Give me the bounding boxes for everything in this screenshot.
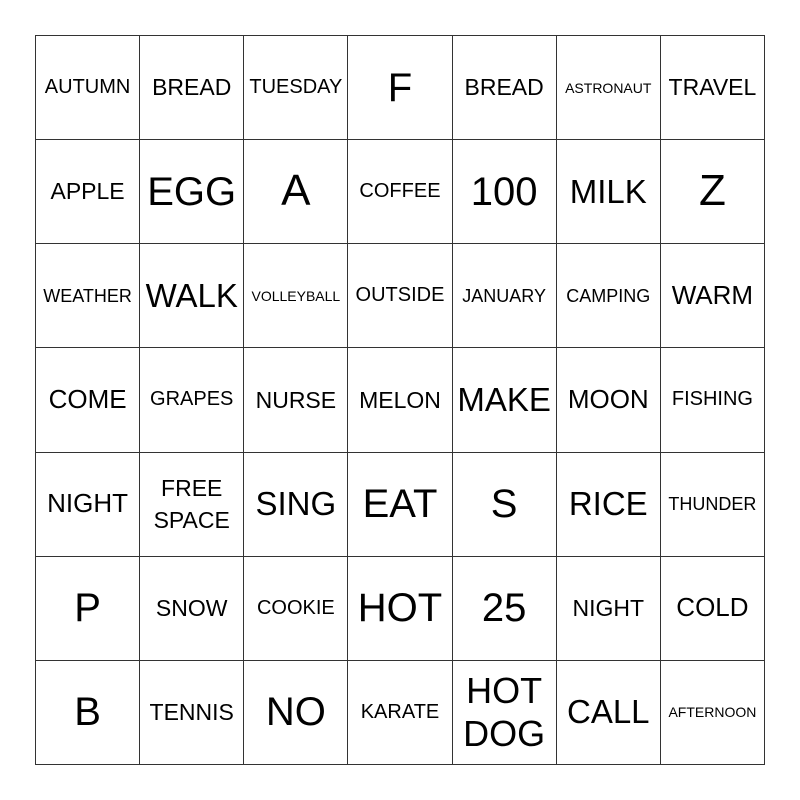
bingo-cell[interactable]: B [36,661,140,765]
bingo-cell[interactable]: HOT [348,557,452,661]
bingo-cell[interactable]: COFFEE [348,140,452,244]
bingo-cell[interactable]: BREAD [140,36,244,140]
bingo-cell[interactable]: APPLE [36,140,140,244]
bingo-cell[interactable]: F [348,36,452,140]
bingo-cell[interactable]: GRAPES [140,348,244,452]
bingo-cell[interactable]: EAT [348,453,452,557]
bingo-cell[interactable]: RICE [557,453,661,557]
bingo-cell[interactable]: OUTSIDE [348,244,452,348]
bingo-cell[interactable]: VOLLEYBALL [244,244,348,348]
bingo-cell[interactable]: MOON [557,348,661,452]
bingo-cell[interactable]: JANUARY [453,244,557,348]
bingo-cell[interactable]: THUNDER [661,453,765,557]
bingo-cell[interactable]: HOT DOG [453,661,557,765]
bingo-cell[interactable]: MILK [557,140,661,244]
bingo-cell[interactable]: NIGHT [36,453,140,557]
bingo-cell[interactable]: COME [36,348,140,452]
bingo-cell[interactable]: A [244,140,348,244]
bingo-cell[interactable]: WEATHER [36,244,140,348]
bingo-cell[interactable]: 100 [453,140,557,244]
bingo-cell[interactable]: NURSE [244,348,348,452]
bingo-cell[interactable]: FISHING [661,348,765,452]
bingo-cell[interactable]: BREAD [453,36,557,140]
bingo-cell[interactable]: S [453,453,557,557]
free-space-cell[interactable]: FREE SPACE [140,453,244,557]
bingo-cell[interactable]: AFTERNOON [661,661,765,765]
bingo-cell[interactable]: TENNIS [140,661,244,765]
bingo-cell[interactable]: TUESDAY [244,36,348,140]
bingo-cell[interactable]: P [36,557,140,661]
bingo-cell[interactable]: ASTRONAUT [557,36,661,140]
bingo-cell[interactable]: CALL [557,661,661,765]
bingo-cell[interactable]: NO [244,661,348,765]
bingo-cell[interactable]: Z [661,140,765,244]
bingo-cell[interactable]: AUTUMN [36,36,140,140]
bingo-cell[interactable]: NIGHT [557,557,661,661]
bingo-cell[interactable]: KARATE [348,661,452,765]
bingo-cell[interactable]: 25 [453,557,557,661]
bingo-cell[interactable]: MAKE [453,348,557,452]
bingo-cell[interactable]: WARM [661,244,765,348]
bingo-cell[interactable]: SNOW [140,557,244,661]
bingo-cell[interactable]: WALK [140,244,244,348]
bingo-cell[interactable]: EGG [140,140,244,244]
bingo-cell[interactable]: COOKIE [244,557,348,661]
bingo-cell[interactable]: SING [244,453,348,557]
bingo-cell[interactable]: COLD [661,557,765,661]
bingo-cell[interactable]: CAMPING [557,244,661,348]
bingo-card [35,35,765,765]
bingo-cell[interactable]: MELON [348,348,452,452]
bingo-cell[interactable]: TRAVEL [661,36,765,140]
